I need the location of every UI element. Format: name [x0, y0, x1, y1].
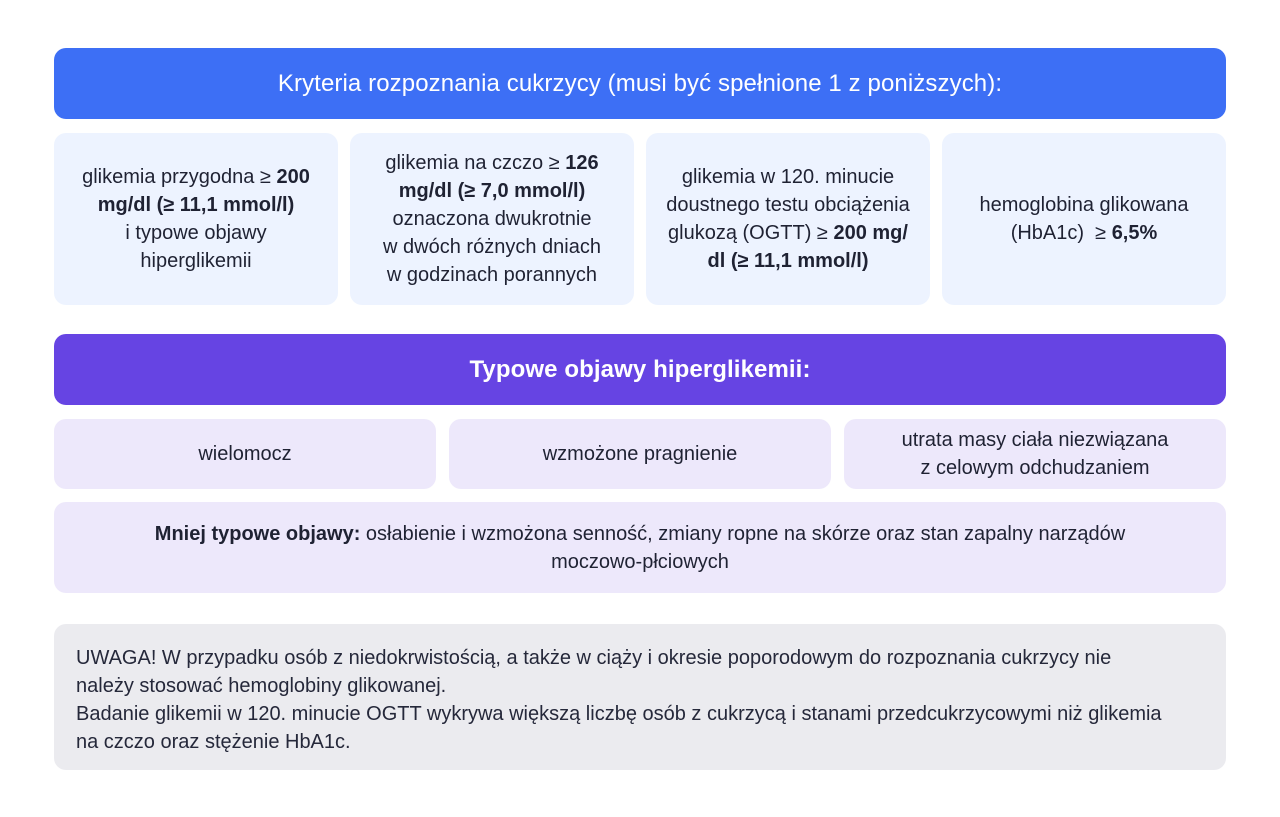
- less-typical-description: osłabienie i wzmożona senność, zmiany ropne na skórze oraz stan zapalny narządów: [360, 522, 1126, 545]
- criterion-text-part: w dwóch różnych dniach: [383, 236, 601, 258]
- symptoms-header-text: Typowe objawy hiperglikemii:: [469, 355, 811, 383]
- symptom-polyuria: [54, 419, 436, 489]
- criterion-value: mg/dl (≥ 7,0 mmol/l): [398, 180, 586, 202]
- less-typical-label: Mniej typowe objawy:: [154, 522, 361, 545]
- symptom-text-part: z celowym odchudzaniem: [920, 457, 1150, 479]
- criteria-header-text: Kryteria rozpoznania cukrzycy (musi być spełnione 1 z poniższych):: [277, 69, 1003, 97]
- less-typical-description: moczowo-płciowych: [551, 550, 729, 573]
- criterion-text-part: (HbA1c) ≥: [1010, 222, 1112, 244]
- diabetes-criteria-infographic: [54, 48, 1226, 770]
- less-typical-text: [155, 520, 1125, 576]
- symptom-cards: [54, 419, 1226, 489]
- criterion-text: [666, 163, 910, 275]
- criteria-header: [54, 48, 1226, 119]
- criterion-text: [82, 163, 310, 275]
- criterion-value: dl (≥ 11,1 mmol/l): [707, 250, 869, 272]
- criterion-text-part: glikemia przygodna ≥: [82, 166, 277, 188]
- criterion-text: [979, 191, 1188, 247]
- note-text-line: Badanie glikemii w 120. minucie OGTT wykrywa większą liczbę osób z cukrzycą i stanami przedcukrzycowymi niż glikemia: [76, 703, 1162, 725]
- criterion-text-part: hemoglobina glikowana: [979, 194, 1189, 216]
- criterion-value: mg/dl (≥ 11,1 mmol/l): [97, 194, 295, 216]
- criterion-value: 200: [276, 166, 310, 188]
- symptoms-header: [54, 334, 1226, 405]
- symptom-text-part: utrata masy ciała niezwiązana: [901, 429, 1169, 451]
- criterion-fasting-glucose: [350, 133, 634, 305]
- criteria-cards: [54, 133, 1226, 305]
- note-text-line: na czczo oraz stężenie HbA1c.: [76, 731, 351, 753]
- symptom-text: [902, 426, 1169, 482]
- note-text-line: należy stosować hemoglobiny glikowanej.: [76, 675, 447, 697]
- criterion-hba1c: [942, 133, 1226, 305]
- criterion-text-part: glikemia na czczo ≥: [385, 152, 566, 174]
- symptom-text: wielomocz: [198, 443, 292, 465]
- criterion-ogtt: [646, 133, 930, 305]
- criterion-text-part: oznaczona dwukrotnie: [392, 208, 592, 230]
- criterion-text-part: hiperglikemii: [140, 250, 252, 272]
- criterion-value: 126: [565, 152, 599, 174]
- criterion-text-part: doustnego testu obciążenia: [666, 194, 910, 216]
- note-text-line: UWAGA! W przypadku osób z niedokrwistością, a także w ciąży i okresie poporodowym do rozpoznania cukrzycy nie: [76, 647, 1112, 669]
- criterion-random-glucose: [54, 133, 338, 305]
- warning-note: [54, 624, 1226, 770]
- criterion-text-part: glukozą (OGTT) ≥: [668, 222, 834, 244]
- criterion-text-part: w godzinach porannych: [386, 264, 598, 286]
- symptom-weight-loss: [844, 419, 1226, 489]
- symptom-text: wzmożone pragnienie: [542, 443, 738, 465]
- symptom-thirst: [449, 419, 831, 489]
- criterion-value: 6,5%: [1111, 222, 1158, 244]
- criterion-value: 200 mg/: [833, 222, 908, 244]
- criterion-text-part: i typowe objawy: [125, 222, 267, 244]
- less-typical-symptoms: [54, 502, 1226, 593]
- criterion-text-part: glikemia w 120. minucie: [681, 166, 895, 188]
- criterion-text: [383, 149, 601, 289]
